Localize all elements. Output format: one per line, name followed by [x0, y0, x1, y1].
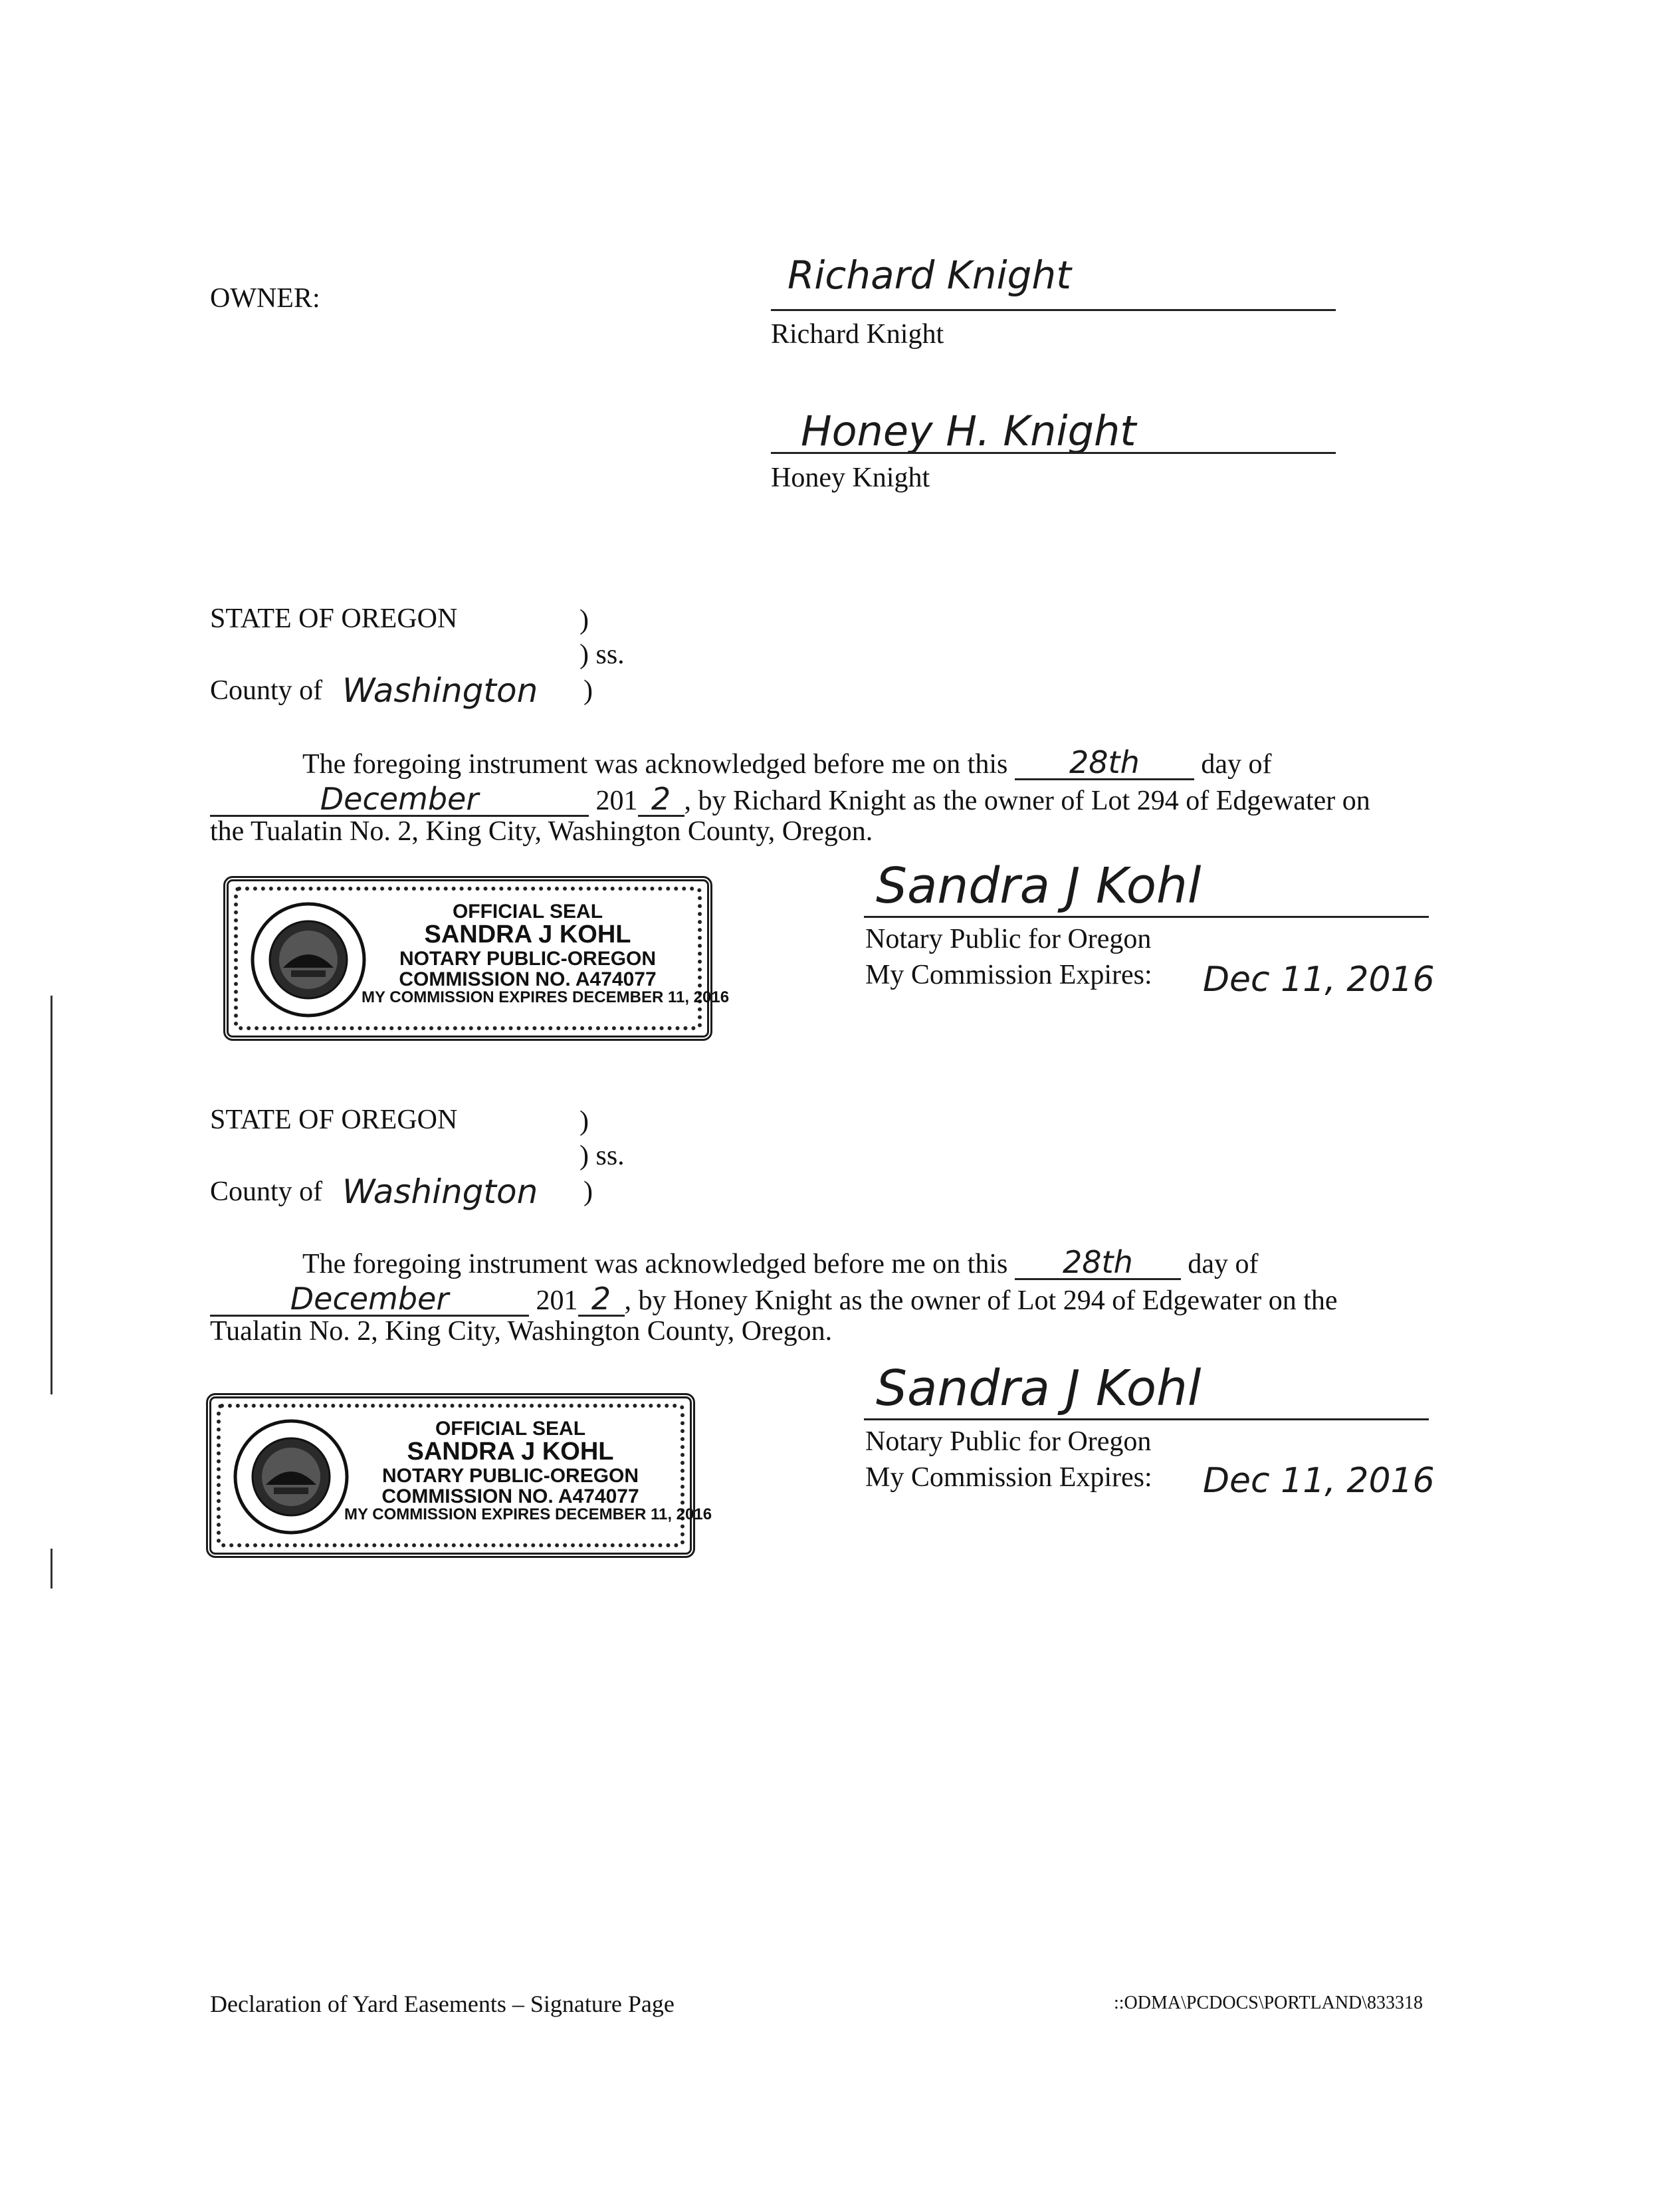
- ack-line3: the Tualatin No. 2, King City, Washington County, Oregon.: [210, 816, 873, 847]
- official-seal: [206, 1393, 712, 1558]
- signature-line: [771, 452, 1336, 454]
- seal-line1: OFFICIAL SEAL: [452, 901, 603, 923]
- seal-line4: COMMISSION NO. A474077: [399, 968, 657, 990]
- ack-text-by: , by Honey Knight as the owner of Lot 294 of Edgewater on the: [624, 1285, 1338, 1316]
- ack-line3: Tualatin No. 2, King City, Washington County, Oregon.: [210, 1316, 833, 1347]
- seal-text: [362, 901, 730, 1007]
- ack-line1: [302, 744, 1272, 780]
- day-handwritten: 28th: [1069, 744, 1140, 780]
- month-blank: [210, 1283, 529, 1317]
- month-handwritten: December: [290, 1281, 449, 1317]
- ss-label: ) ss.: [579, 639, 625, 670]
- ack-line1: [302, 1244, 1259, 1280]
- seal-line5: MY COMMISSION EXPIRES DECEMBER 11, 2016: [362, 988, 730, 1007]
- owner-label: OWNER:: [210, 283, 320, 314]
- seal-line3: NOTARY PUBLIC-OREGON: [381, 1464, 639, 1487]
- commission-handwritten: Dec 11, 2016: [1203, 960, 1435, 1000]
- ack-text-intro: The foregoing instrument was acknowledged before me on this: [302, 749, 1008, 780]
- ack-line2: [210, 1283, 1338, 1317]
- ack-text-day-of: day of: [1188, 1249, 1259, 1279]
- year-blank: [638, 781, 684, 817]
- ack-text-by: , by Richard Knight as the owner of Lot 294 of Edgewater on: [684, 786, 1370, 816]
- day-blank: [1015, 1244, 1181, 1280]
- notary-title: Notary Public for Oregon: [865, 924, 1152, 954]
- footer-doc-id: ::ODMA\PCDOCS\PORTLAND\833318: [1114, 1993, 1423, 2013]
- commission-handwritten: Dec 11, 2016: [1203, 1461, 1435, 1501]
- seal-line3: NOTARY PUBLIC-OREGON: [399, 947, 657, 970]
- seal-line1: OFFICIAL SEAL: [435, 1418, 586, 1440]
- commission-label: My Commission Expires:: [865, 1462, 1152, 1493]
- county-label: County of: [210, 675, 323, 706]
- seal-text: [344, 1418, 712, 1524]
- state-paren: ): [579, 1106, 589, 1137]
- county-paren: ): [583, 1176, 593, 1207]
- ss-label: ) ss.: [579, 1141, 625, 1171]
- notary-title: Notary Public for Oregon: [865, 1426, 1152, 1457]
- commission-label: My Commission Expires:: [865, 960, 1152, 990]
- county-handwritten: Washington: [342, 671, 538, 710]
- month-handwritten: December: [320, 781, 479, 817]
- owner-name-richard: Richard Knight: [771, 319, 944, 350]
- owner-signature-honey: Honey H. Knight: [801, 407, 1136, 455]
- ack-text-intro: The foregoing instrument was acknowledged before me on this: [302, 1249, 1008, 1279]
- margin-mark: [51, 996, 52, 1394]
- seal-line5: MY COMMISSION EXPIRES DECEMBER 11, 2016: [344, 1505, 712, 1524]
- margin-mark: [51, 1549, 52, 1589]
- owner-name-honey: Honey Knight: [771, 463, 930, 493]
- signature-line: [864, 1418, 1429, 1420]
- day-blank: [1015, 744, 1194, 780]
- year-handwritten: 2: [651, 781, 671, 817]
- notary-signature: Sandra J Kohl: [876, 1360, 1202, 1417]
- state-label: STATE OF OREGON: [210, 1105, 458, 1135]
- year-prefix: 201: [536, 1285, 578, 1316]
- county-handwritten: Washington: [342, 1172, 538, 1211]
- seal-line4: COMMISSION NO. A474077: [381, 1485, 639, 1507]
- year-handwritten: 2: [591, 1281, 611, 1317]
- signature-line: [771, 309, 1336, 311]
- footer-title: Declaration of Yard Easements – Signature Page: [210, 1991, 675, 2017]
- seal-line2: SANDRA J KOHL: [407, 1438, 614, 1466]
- year-blank: [578, 1283, 625, 1317]
- ack-text-day-of: day of: [1201, 749, 1272, 780]
- state-label: STATE OF OREGON: [210, 603, 458, 634]
- owner-signature-richard: Richard Knight: [788, 253, 1071, 298]
- county-paren: ): [583, 675, 593, 706]
- day-handwritten: 28th: [1063, 1244, 1133, 1280]
- year-prefix: 201: [595, 786, 638, 816]
- state-paren: ): [579, 605, 589, 635]
- county-label: County of: [210, 1176, 323, 1207]
- state-seal-emblem: [117, 702, 367, 1018]
- notary-signature: Sandra J Kohl: [876, 857, 1202, 915]
- state-seal-emblem: [233, 1418, 350, 1535]
- month-blank: [210, 781, 589, 817]
- seal-emblem-text: STATE OF OREGON 1859: [117, 702, 126, 703]
- ack-line2: [210, 781, 1370, 817]
- seal-line2: SANDRA J KOHL: [424, 921, 631, 949]
- signature-line: [864, 916, 1429, 918]
